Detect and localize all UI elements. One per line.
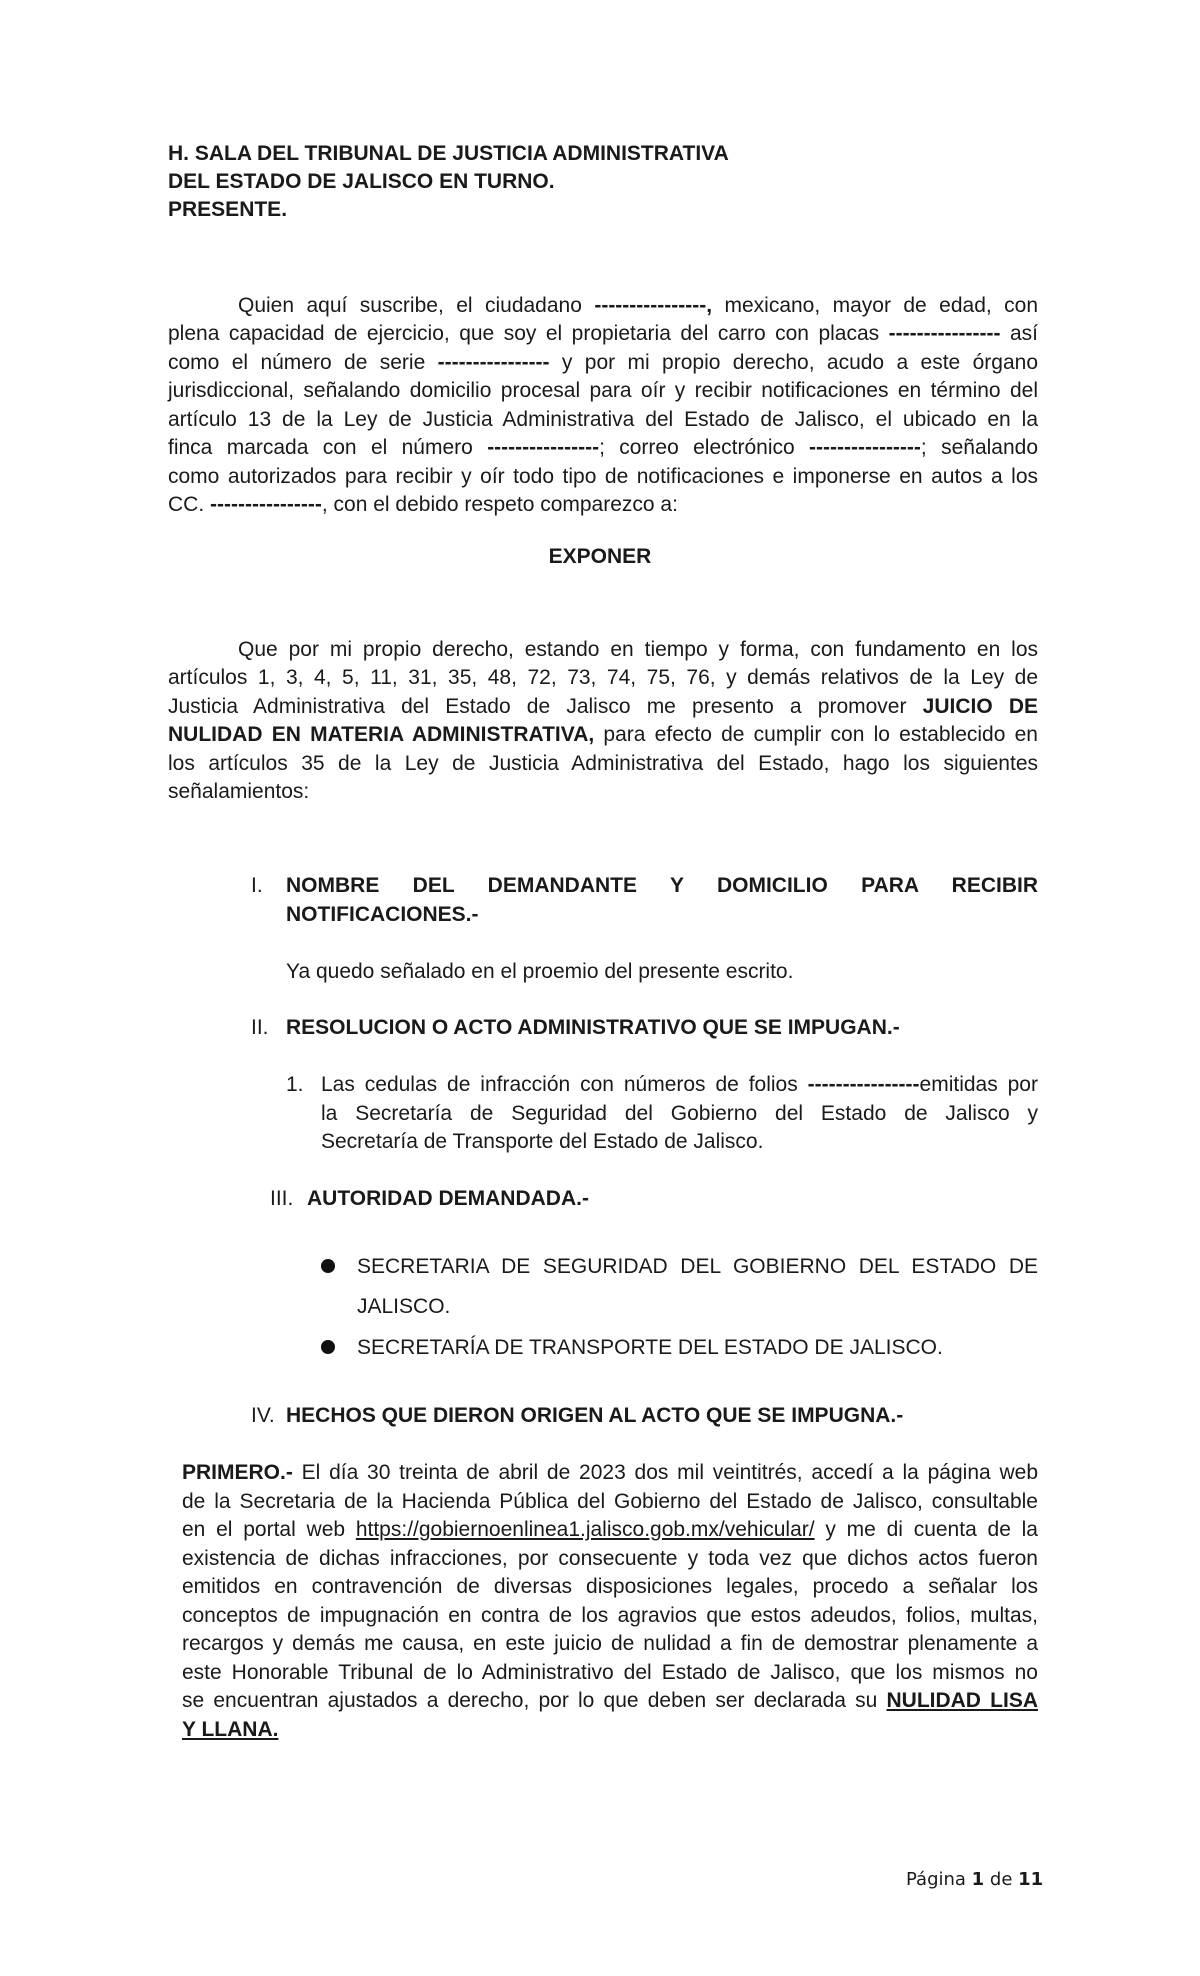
primero-line-2: de la Secretaria de la Hacienda Pública del Gobierno del Estado de Jalisco, consultable bbox=[182, 1490, 1038, 1513]
intro-line-5: artículo 13 de la Ley de Justicia Administrativa del Estado de Jalisco, el ubicado en la bbox=[168, 408, 1038, 431]
section-1-body: Ya quedo señalado en el proemio del presente escrito. bbox=[286, 960, 794, 983]
grounds-line-1: Que por mi propio derecho, estando en tiempo y forma, con fundamento en los bbox=[238, 638, 1038, 661]
primero-line-8: este Honorable Tribunal de lo Administrativo del Estado de Jalisco, que los mismos no bbox=[182, 1661, 1038, 1684]
primero-line-10: Y LLANA. bbox=[182, 1718, 279, 1741]
intro-line-8: CC. ----------------, con el debido respeto comparezco a: bbox=[168, 493, 678, 516]
section-1-title-line-2: NOTIFICACIONES.- bbox=[286, 903, 479, 926]
intro-line-3: como el número de serie ---------------- y por mi propio derecho, acudo a este órgano bbox=[168, 351, 1038, 374]
section-2-item-line-3: Secretaría de Transporte del Estado de Jalisco. bbox=[321, 1130, 764, 1153]
grounds-line-4: NULIDAD EN MATERIA ADMINISTRATIVA, para efecto de cumplir con lo establecido en bbox=[168, 723, 1038, 746]
exponer-heading: EXPONER bbox=[548, 545, 652, 568]
grounds-line-2: artículos 1, 3, 4, 5, 11, 31, 35, 48, 72, 73, 74, 75, 76, y demás relativos de la Ley de bbox=[168, 666, 1038, 689]
primero-line-5: emitidos en contravención de diversas disposiciones legales, procedo a señalar los bbox=[182, 1575, 1038, 1598]
grounds-line-3: Justicia Administrativa del Estado de Jalisco me presento a promover JUICIO DE bbox=[168, 695, 1038, 718]
primero-line-1: PRIMERO.- El día 30 treinta de abril de 2023 dos mil veintitrés, accedí a la página web bbox=[182, 1461, 1038, 1484]
section-2-item-line-2: la Secretaría de Seguridad del Gobierno del Estado de Jalisco y bbox=[321, 1102, 1038, 1125]
authority-2: SECRETARÍA DE TRANSPORTE DEL ESTADO DE JALISCO. bbox=[357, 1336, 943, 1359]
grounds-line-6: señalamientos: bbox=[168, 780, 310, 803]
section-3-number: III. bbox=[270, 1187, 294, 1210]
intro-line-6: finca marcada con el número ----------------; correo electrónico ----------------; señalando bbox=[168, 436, 1039, 459]
addressee-line-3: PRESENTE. bbox=[168, 198, 288, 221]
grounds-line-5: los artículos 35 de la Ley de Justicia Administrativa del Estado, hago los siguientes bbox=[168, 752, 1038, 775]
primero-line-6: conceptos de impugnación en contra de los agravios que estos adeudos, folios, multas, bbox=[182, 1604, 1038, 1627]
primero-line-9: se encuentran ajustados a derecho, por lo que deben ser declarada su NULIDAD LISA bbox=[182, 1689, 1038, 1712]
section-4-title: HECHOS QUE DIERON ORIGEN AL ACTO QUE SE IMPUGNA.- bbox=[286, 1404, 904, 1427]
section-1-number: I. bbox=[251, 874, 263, 897]
authority-1-line-2: JALISCO. bbox=[357, 1295, 451, 1318]
section-4-number: IV. bbox=[251, 1404, 275, 1427]
section-2-title: RESOLUCION O ACTO ADMINISTRATIVO QUE SE IMPUGAN.- bbox=[286, 1016, 900, 1039]
primero-line-4: existencia de dichas infracciones, por consecuente y toda vez que dichos actos fueron bbox=[182, 1547, 1038, 1570]
addressee-line-1: H. SALA DEL TRIBUNAL DE JUSTICIA ADMINISTRATIVA bbox=[168, 142, 729, 165]
authority-1-line-1: SECRETARIA DE SEGURIDAD DEL GOBIERNO DEL ESTADO DE bbox=[357, 1255, 1038, 1278]
addressee-line-2: DEL ESTADO DE JALISCO EN TURNO. bbox=[168, 170, 555, 193]
intro-line-1: Quien aquí suscribe, el ciudadano ----------------, mexicano, mayor de edad, con bbox=[238, 294, 1038, 317]
intro-line-7: como autorizados para recibir y oír todo tipo de notificaciones e imponerse en autos a los bbox=[168, 465, 1038, 488]
primero-line-7: recargos y demás me causa, en este juicio de nulidad a fin de demostrar plenamente a bbox=[182, 1632, 1038, 1655]
section-3-title: AUTORIDAD DEMANDADA.- bbox=[307, 1187, 589, 1210]
bullet-dot bbox=[321, 1340, 335, 1354]
page-number: Página 1 de 11 bbox=[906, 1869, 1044, 1890]
section-2-number: II. bbox=[251, 1016, 269, 1039]
section-1-title-line-1: NOMBRE DEL DEMANDANTE Y DOMICILIO PARA RECIBIR bbox=[286, 874, 1038, 897]
intro-line-2: plena capacidad de ejercicio, que soy el propietaria del carro con placas ---------------- así bbox=[168, 322, 1038, 345]
primero-line-3: en el portal web https://gobiernoenlinea1.jalisco.gob.mx/vehicular/ y me di cuenta de la bbox=[182, 1518, 1038, 1541]
bullet-dot bbox=[321, 1259, 335, 1273]
vehicular-portal-link[interactable]: https://gobiernoenlinea1.jalisco.gob.mx/vehicular/ bbox=[355, 1518, 815, 1541]
section-2-item-number: 1. bbox=[286, 1073, 304, 1096]
intro-line-4: jurisdiccional, señalando domicilio procesal para oír y recibir notificaciones en término del bbox=[168, 379, 1038, 402]
section-2-item-line-1: Las cedulas de infracción con números de folios ----------------emitidas por bbox=[321, 1073, 1038, 1096]
